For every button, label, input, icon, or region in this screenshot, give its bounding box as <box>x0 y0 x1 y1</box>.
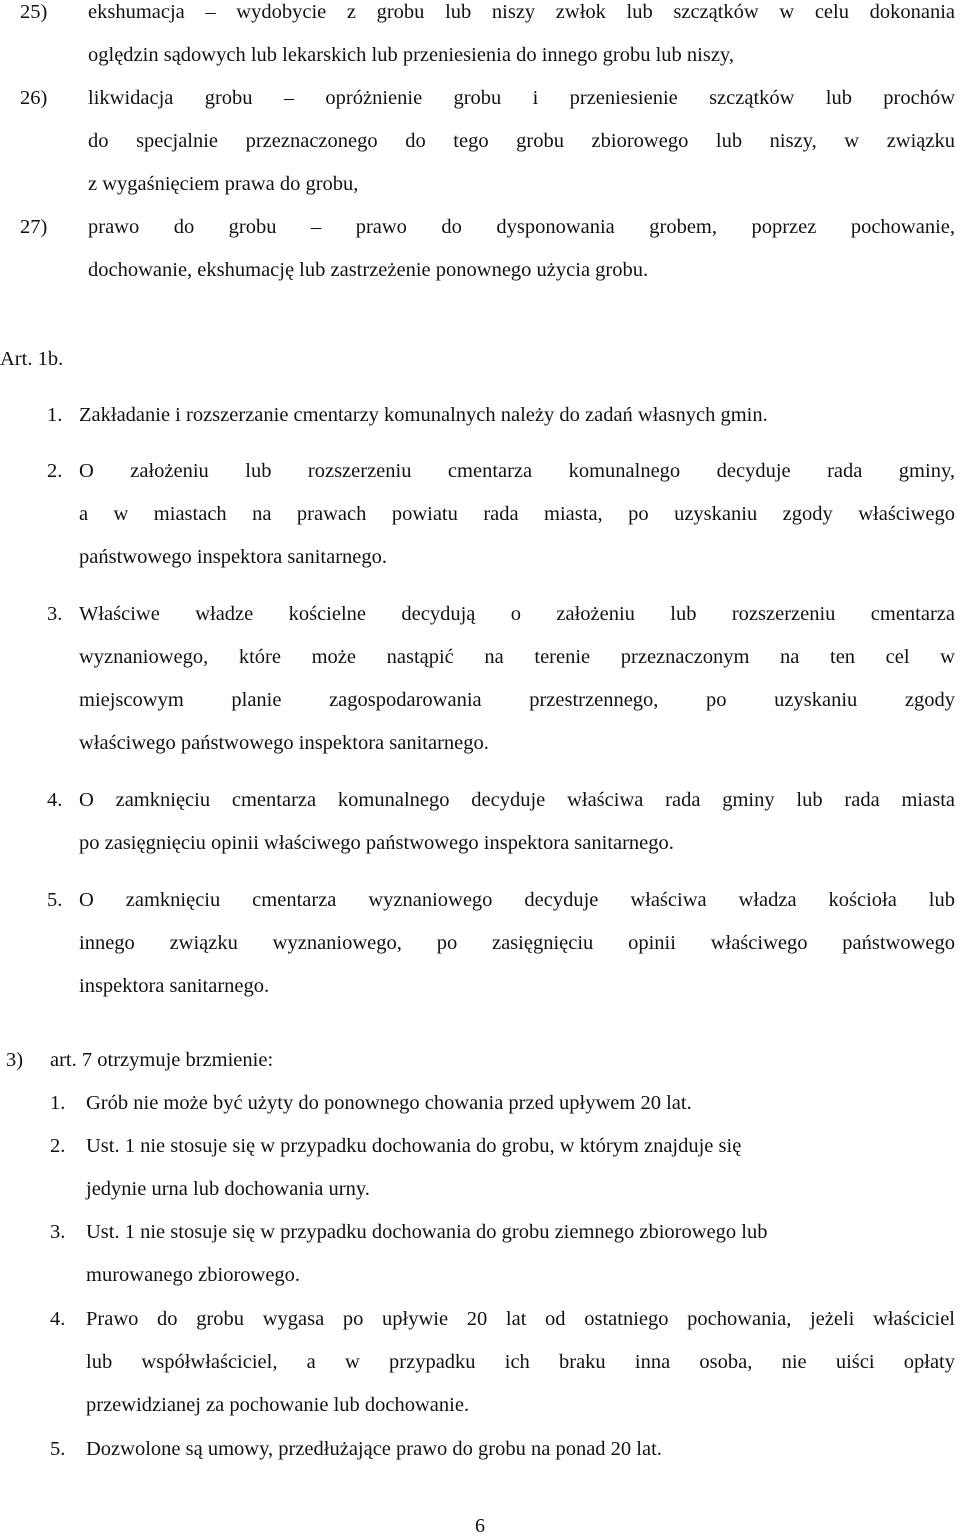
item-text-line: Zakładanie i rozszerzanie cmentarzy komunalnych należy do zadań własnych gmin. <box>79 404 768 426</box>
article-heading: Art. 1b. <box>0 348 64 370</box>
definition-number: 25) <box>20 1 48 23</box>
item-number: 5. <box>50 1438 66 1460</box>
item-number: 2. <box>47 460 63 482</box>
definition-text-line: oględzin sądowych lub lekarskich lub przeniesienia do innego grobu lub niszy, <box>88 44 734 66</box>
item-text-line: miejscowym planie zagospodarowania przestrzennego, po uzyskaniu zgody <box>79 689 955 711</box>
item-text-line: innego związku wyznaniowego, po zasięgnięciu opinii właściwego państwowego <box>79 932 955 954</box>
item-number: 1. <box>50 1092 66 1114</box>
item-text-line: O założeniu lub rozszerzeniu cmentarza komunalnego decyduje rada gminy, <box>79 460 955 482</box>
definition-text-line: prawo do grobu – prawo do dysponowania grobem, poprzez pochowanie, <box>88 216 955 238</box>
definition-text-line: likwidacja grobu – opróżnienie grobu i przeniesienie szczątków lub prochów <box>88 87 955 109</box>
amendment-number: 3) <box>6 1049 24 1071</box>
item-text-line: inspektora sanitarnego. <box>79 975 270 997</box>
item-number: 3. <box>50 1221 66 1243</box>
definition-number: 27) <box>20 216 48 238</box>
item-text-line: Ust. 1 nie stosuje się w przypadku dochowania do grobu ziemnego zbiorowego lub <box>86 1221 768 1243</box>
item-text-line: lub współwłaściciel, a w przypadku ich braku inna osoba, nie uiści opłaty <box>86 1351 955 1373</box>
item-text-line: O zamknięciu cmentarza komunalnego decyduje właściwa rada gminy lub rada miasta <box>79 789 955 811</box>
definition-text-line: z wygaśnięciem prawa do grobu, <box>88 173 359 195</box>
item-text-line: Dozwolone są umowy, przedłużające prawo do grobu na ponad 20 lat. <box>86 1438 662 1460</box>
item-text-line: Właściwe władze kościelne decydują o założeniu lub rozszerzeniu cmentarza <box>79 603 955 625</box>
definition-text-line: do specjalnie przeznaczonego do tego grobu zbiorowego lub niszy, w związku <box>88 130 955 152</box>
item-number: 5. <box>47 889 63 911</box>
item-number: 3. <box>47 603 63 625</box>
item-number: 4. <box>50 1308 66 1330</box>
item-text-line: jedynie urna lub dochowania urny. <box>86 1178 370 1200</box>
item-text-line: Ust. 1 nie stosuje się w przypadku dochowania do grobu, w którym znajduje się <box>86 1135 742 1157</box>
definition-text-line: dochowanie, ekshumację lub zastrzeżenie ponownego użycia grobu. <box>88 259 649 281</box>
item-text-line: wyznaniowego, które może nastąpić na terenie przeznaczonym na ten cel w <box>79 646 955 668</box>
definition-text-line: ekshumacja – wydobycie z grobu lub niszy zwłok lub szczątków w celu dokonania <box>88 1 955 23</box>
item-text-line: a w miastach na prawach powiatu rada miasta, po uzyskaniu zgody właściwego <box>79 503 955 525</box>
item-text-line: Prawo do grobu wygasa po upływie 20 lat od ostatniego pochowania, jeżeli właściciel <box>86 1308 955 1330</box>
definition-number: 26) <box>20 87 48 109</box>
item-text-line: po zasięgnięciu opinii właściwego państwowego inspektora sanitarnego. <box>79 832 674 854</box>
item-number: 1. <box>47 404 63 426</box>
item-text-line: Grób nie może być użyty do ponownego chowania przed upływem 20 lat. <box>86 1092 692 1114</box>
item-number: 2. <box>50 1135 66 1157</box>
item-text-line: właściwego państwowego inspektora sanitarnego. <box>79 732 489 754</box>
page-number: 6 <box>475 1515 485 1537</box>
item-text-line: państwowego inspektora sanitarnego. <box>79 546 387 568</box>
item-text-line: murowanego zbiorowego. <box>86 1264 301 1286</box>
item-text-line: O zamknięciu cmentarza wyznaniowego decyduje właściwa władza kościoła lub <box>79 889 955 911</box>
amendment-intro: art. 7 otrzymuje brzmienie: <box>50 1049 274 1071</box>
item-number: 4. <box>47 789 63 811</box>
item-text-line: przewidzianej za pochowanie lub dochowanie. <box>86 1394 470 1416</box>
